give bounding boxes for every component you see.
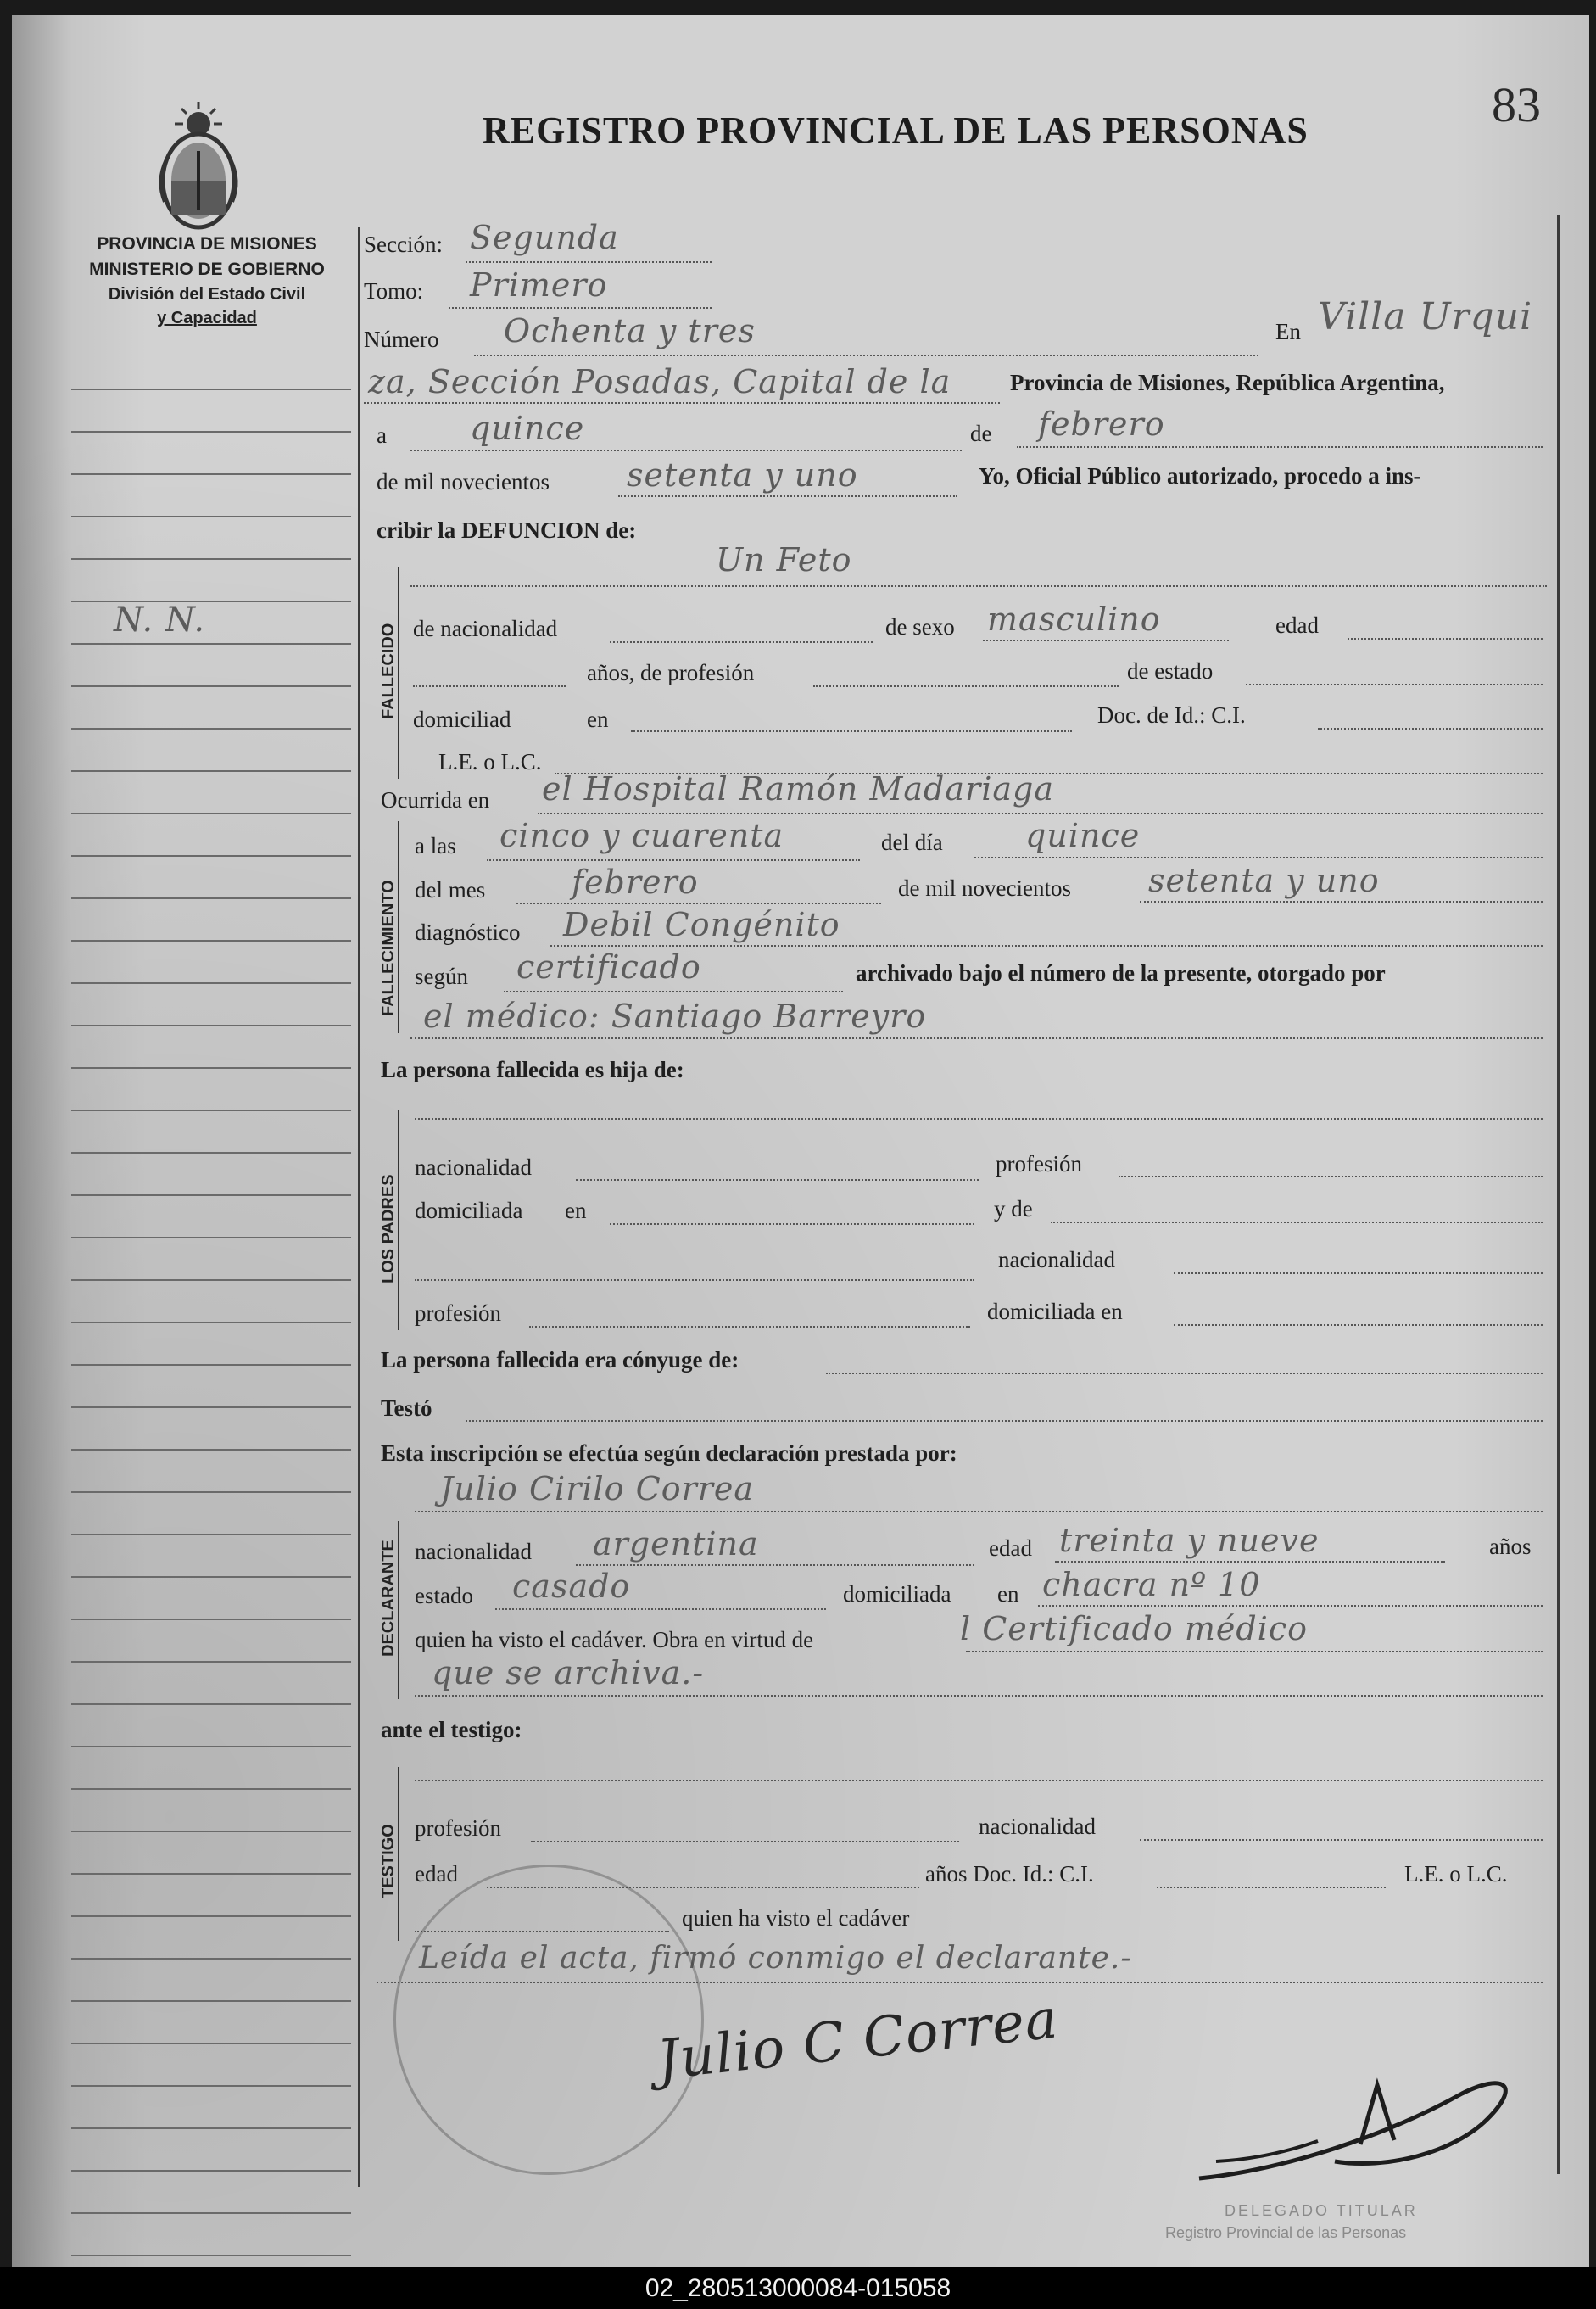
madre-profesion-label: profesión <box>415 1300 501 1326</box>
margin-rule-line <box>71 1449 351 1451</box>
testigo-nacionalidad-line <box>1140 1839 1543 1841</box>
declarante-domicilio-line <box>1038 1605 1543 1607</box>
madre-profesion-line <box>529 1326 970 1328</box>
fallecido-domiciliado-label: domiciliad <box>413 707 511 732</box>
margin-rule-line <box>71 2127 351 2129</box>
margin-rule-line <box>71 1873 351 1875</box>
segun-label: según <box>415 964 468 989</box>
testigo-nombre-line <box>415 1780 1543 1781</box>
obra-value: l Certificado médico <box>960 1610 1308 1647</box>
margin-rule-line <box>71 1406 351 1408</box>
padre-extra-line <box>415 1279 974 1281</box>
authority-ministry: MINISTERIO DE GOBIERNO <box>89 260 325 279</box>
coat-of-arms-icon <box>148 100 249 236</box>
declarante-estado-line <box>495 1608 826 1610</box>
margin-rule-line <box>71 728 351 730</box>
margin-rule-line <box>71 1237 351 1238</box>
margin-rule-line <box>71 940 351 942</box>
padre-profesion-label: profesión <box>996 1151 1082 1177</box>
fallecido-doc-label: Doc. de Id.: C.I. <box>1097 702 1246 728</box>
page-number: 83 <box>1492 77 1541 132</box>
page-title: REGISTRO PROVINCIAL DE LAS PERSONAS <box>483 109 1309 151</box>
declarante-edad-line <box>1055 1561 1445 1563</box>
margin-rule-line <box>71 1788 351 1790</box>
fallecido-anios-line <box>413 685 566 687</box>
margin-rule-line <box>71 558 351 560</box>
declarante-edad-value: treinta y nueve <box>1059 1522 1320 1559</box>
fallecimiento-anio-line <box>1140 901 1543 903</box>
declarante-nacionalidad-line <box>576 1564 974 1566</box>
testigo-nacionalidad-label: nacionalidad <box>979 1814 1096 1839</box>
obra-cont-line <box>415 1695 1543 1697</box>
ocurrida-line <box>538 813 1543 814</box>
numero-line <box>474 355 1258 356</box>
margin-rule-line <box>71 897 351 899</box>
margin-rule-line <box>71 2212 351 2214</box>
fallecido-en-label: en <box>587 707 609 732</box>
margin-rule-line <box>71 643 351 645</box>
padre-domiciliada-label: domiciliada <box>415 1198 523 1223</box>
testigo-cadaver-label: quien ha visto el cadáver <box>682 1905 910 1931</box>
declarante-nacionalidad-label: nacionalidad <box>415 1539 532 1564</box>
declarante-domicilio-value: chacra nº 10 <box>1042 1566 1261 1603</box>
fallecimiento-dia-value: quince <box>1025 817 1141 854</box>
a-label: a <box>377 422 387 448</box>
del-mes-label: del mes <box>415 877 486 903</box>
segun-value: certificado <box>516 948 701 986</box>
fallecimiento-mes-value: febrero <box>572 864 699 901</box>
mes-value: febrero <box>1038 405 1165 443</box>
testigo-doc-line <box>1157 1887 1386 1888</box>
inscripcion-text: Esta inscripción se efectúa según declaración prestada por: <box>381 1440 957 1466</box>
a-las-label: a las <box>415 833 456 858</box>
testigo-profesion-label: profesión <box>415 1815 501 1841</box>
margin-rule-line <box>71 1491 351 1493</box>
hija-label: La persona fallecida es hija de: <box>381 1057 684 1082</box>
frame-left-rule <box>358 227 360 2187</box>
numero-label: Número <box>364 327 439 352</box>
frame-right-rule <box>1557 215 1560 2174</box>
margin-rule-line <box>71 813 351 814</box>
authority-province: PROVINCIA DE MISIONES <box>97 234 317 254</box>
en-value: Villa Urqui <box>1318 295 1533 338</box>
declarante-en-label: en <box>997 1581 1019 1607</box>
fallecimiento-side-label: FALLECIMIENTO <box>379 880 398 1016</box>
margin-rule-line <box>71 431 351 433</box>
declarante-nombre: Julio Cirilo Correa <box>440 1470 755 1507</box>
fallecido-nombre-line <box>410 585 1547 587</box>
mes-line <box>1017 446 1543 448</box>
fallecido-profesion-line <box>813 685 1119 687</box>
declarante-cadaver-label: quien ha visto el cadáver. Obra en virtud de <box>415 1627 814 1652</box>
fallecido-le-label: L.E. o L.C. <box>438 749 542 774</box>
en-label: En <box>1275 319 1301 344</box>
hora-value: cinco y cuarenta <box>499 817 784 854</box>
testo-line <box>466 1420 1543 1422</box>
fallecimiento-anio-label: de mil novecientos <box>898 875 1071 901</box>
madre-nombre-line <box>1051 1222 1543 1223</box>
fallecido-edad-label: edad <box>1275 612 1319 638</box>
inscribir-text: cribir la DEFUNCION de: <box>377 517 637 543</box>
madre-nacionalidad-label: nacionalidad <box>998 1247 1115 1272</box>
margin-rule-line <box>71 855 351 857</box>
testigo-edad-label: edad <box>415 1861 458 1887</box>
y-de-label: y de <box>994 1196 1033 1222</box>
margin-rule-line <box>71 473 351 475</box>
margin-rule-line <box>71 1364 351 1366</box>
declarante-side-label: DECLARANTE <box>379 1540 398 1657</box>
fallecido-nacionalidad-label: de nacionalidad <box>413 616 558 641</box>
oficial-signature-icon <box>1182 2060 1538 2195</box>
diagnostico-line <box>550 945 1543 947</box>
ocurrida-value: el Hospital Ramón Madariaga <box>542 770 1054 808</box>
margin-note: N. N. <box>114 601 206 640</box>
margin-rule-line <box>71 1279 351 1281</box>
margin-rule-line <box>71 1831 351 1832</box>
declarante-edad-label: edad <box>989 1535 1032 1561</box>
margin-rule-line <box>71 1703 351 1705</box>
declarante-nombre-line <box>415 1511 1543 1512</box>
authority-division: División del Estado Civil <box>108 285 306 304</box>
declarante-domiciliada-label: domiciliada <box>843 1581 951 1607</box>
register-page <box>12 15 1589 2267</box>
margin-rule-line <box>71 2043 351 2044</box>
fallecimiento-anio-value: setenta y uno <box>1148 862 1380 899</box>
delegado-title: DELEGADO TITULAR <box>1225 2202 1418 2219</box>
margin-rule-line <box>71 1958 351 1960</box>
anio-value: setenta y uno <box>627 456 858 494</box>
fallecido-side-label: FALLECIDO <box>379 623 398 719</box>
fallecido-estado-label: de estado <box>1127 658 1214 684</box>
image-id-footer: 02_280513000084-015058 <box>0 2267 1596 2309</box>
diagnostico-label: diagnóstico <box>415 920 521 945</box>
fallecido-domicilio-line <box>631 730 1072 732</box>
madre-domiciliada-label: domiciliada en <box>987 1299 1123 1324</box>
official-stamp <box>393 1865 704 2175</box>
margin-rule-line <box>71 2170 351 2172</box>
leida-text: Leída el acta, firmó conmigo el declarante.- <box>419 1941 1132 1976</box>
margin-rule-line <box>71 2085 351 2087</box>
declarante-anios-label: años <box>1489 1534 1532 1559</box>
fallecido-profesion-label: años, de profesión <box>587 660 755 685</box>
testigo-side-label: TESTIGO <box>379 1824 398 1898</box>
place-line <box>364 402 1000 404</box>
medico-value: el médico: Santiago Barreyro <box>423 998 927 1035</box>
dia-value: quince <box>470 410 585 447</box>
fallecimiento-mes-line <box>516 903 881 904</box>
padre-nacionalidad-line <box>576 1179 979 1181</box>
padre-en-label: en <box>565 1198 587 1223</box>
del-dia-label: del día <box>881 830 943 855</box>
madre-nacionalidad-line <box>1174 1272 1543 1274</box>
numero-value: Ochenta y tres <box>504 312 756 349</box>
fallecido-nombre: Un Feto <box>716 541 852 579</box>
oficial-text: Yo, Oficial Público autorizado, procedo a ins- <box>979 463 1421 489</box>
anio-line <box>618 495 957 497</box>
diagnostico-value: Debil Congénito <box>563 906 840 943</box>
margin-rule-line <box>71 1661 351 1663</box>
margin-rule-line <box>71 1915 351 1917</box>
ocurrida-label: Ocurrida en <box>381 787 490 813</box>
margin-rule-line <box>71 1194 351 1196</box>
place-continuation: za, Sección Posadas, Capital de la <box>368 363 951 400</box>
segun-line <box>504 991 843 992</box>
margin-rule-line <box>71 1110 351 1111</box>
anio-label: de mil novecientos <box>377 469 550 495</box>
margin-rule-line <box>71 1067 351 1069</box>
testigo-profesion-line <box>531 1841 959 1842</box>
tomo-value: Primero <box>470 266 608 304</box>
declarante-estado-value: casado <box>512 1568 631 1605</box>
margin-rule-line <box>71 685 351 687</box>
fallecido-doc-line <box>1318 728 1543 730</box>
fallecido-sexo-line <box>983 640 1229 641</box>
declarante-estado-label: estado <box>415 1583 473 1608</box>
margin-rule-line <box>71 1152 351 1154</box>
medico-line <box>410 1037 1543 1039</box>
de-label: de <box>970 421 992 446</box>
margin-rule-line <box>71 1576 351 1578</box>
provincia-text: Provincia de Misiones, República Argentina, <box>1010 370 1445 395</box>
tomo-line <box>449 307 712 309</box>
margin-rule-line <box>71 1746 351 1747</box>
fallecido-edad-line <box>1348 638 1543 640</box>
testo-label: Testó <box>381 1395 432 1421</box>
obra-line <box>966 1651 1543 1652</box>
fallecido-nacionalidad-line <box>610 641 873 643</box>
margin-rule-line <box>71 770 351 772</box>
padre-nombre-line <box>415 1118 1543 1120</box>
padres-side-label: LOS PADRES <box>379 1174 398 1283</box>
fallecido-sexo-label: de sexo <box>885 614 955 640</box>
conyuge-label: La persona fallecida era cónyuge de: <box>381 1347 739 1373</box>
margin-rule-line <box>71 1322 351 1323</box>
archivado-text: archivado bajo el número de la presente, otorgado por <box>856 960 1386 986</box>
delegado-registry: Registro Provincial de las Personas <box>1165 2224 1407 2241</box>
hora-line <box>487 859 860 861</box>
seccion-label: Sección: <box>364 232 443 257</box>
margin-rule-line <box>71 516 351 517</box>
dia-line <box>410 450 962 451</box>
obra-cont-value: que se archiva.- <box>432 1654 705 1691</box>
madre-domicilio-line <box>1174 1324 1543 1326</box>
declarante-nacionalidad-value: argentina <box>593 1525 759 1563</box>
ante-testigo-label: ante el testigo: <box>381 1717 522 1742</box>
padre-nacionalidad-label: nacionalidad <box>415 1154 532 1180</box>
margin-rule-line <box>71 1025 351 1026</box>
padre-profesion-line <box>1119 1176 1543 1177</box>
fallecido-estado-line <box>1246 684 1543 685</box>
padre-domicilio-line <box>610 1223 974 1225</box>
testigo-le-label: L.E. o L.C. <box>1404 1861 1508 1887</box>
seccion-line <box>466 261 712 263</box>
fallecido-sexo-value: masculino <box>987 601 1161 638</box>
authority-capacity: y Capacidad <box>157 309 257 327</box>
margin-rule-line <box>71 1619 351 1620</box>
margin-rule-line <box>71 2255 351 2256</box>
margin-rule-line <box>71 2000 351 2002</box>
conyuge-line <box>826 1373 1543 1374</box>
seccion-value: Segunda <box>470 219 619 256</box>
margin-rule-line <box>71 1534 351 1535</box>
margin-rule-line <box>71 389 351 390</box>
margin-rule-line <box>71 982 351 984</box>
declarante-signature: Julio C Correa <box>654 1988 1062 2093</box>
testigo-doc-label: años Doc. Id.: C.I. <box>925 1861 1094 1887</box>
fallecimiento-dia-line <box>974 857 1543 858</box>
tomo-label: Tomo: <box>364 278 424 304</box>
